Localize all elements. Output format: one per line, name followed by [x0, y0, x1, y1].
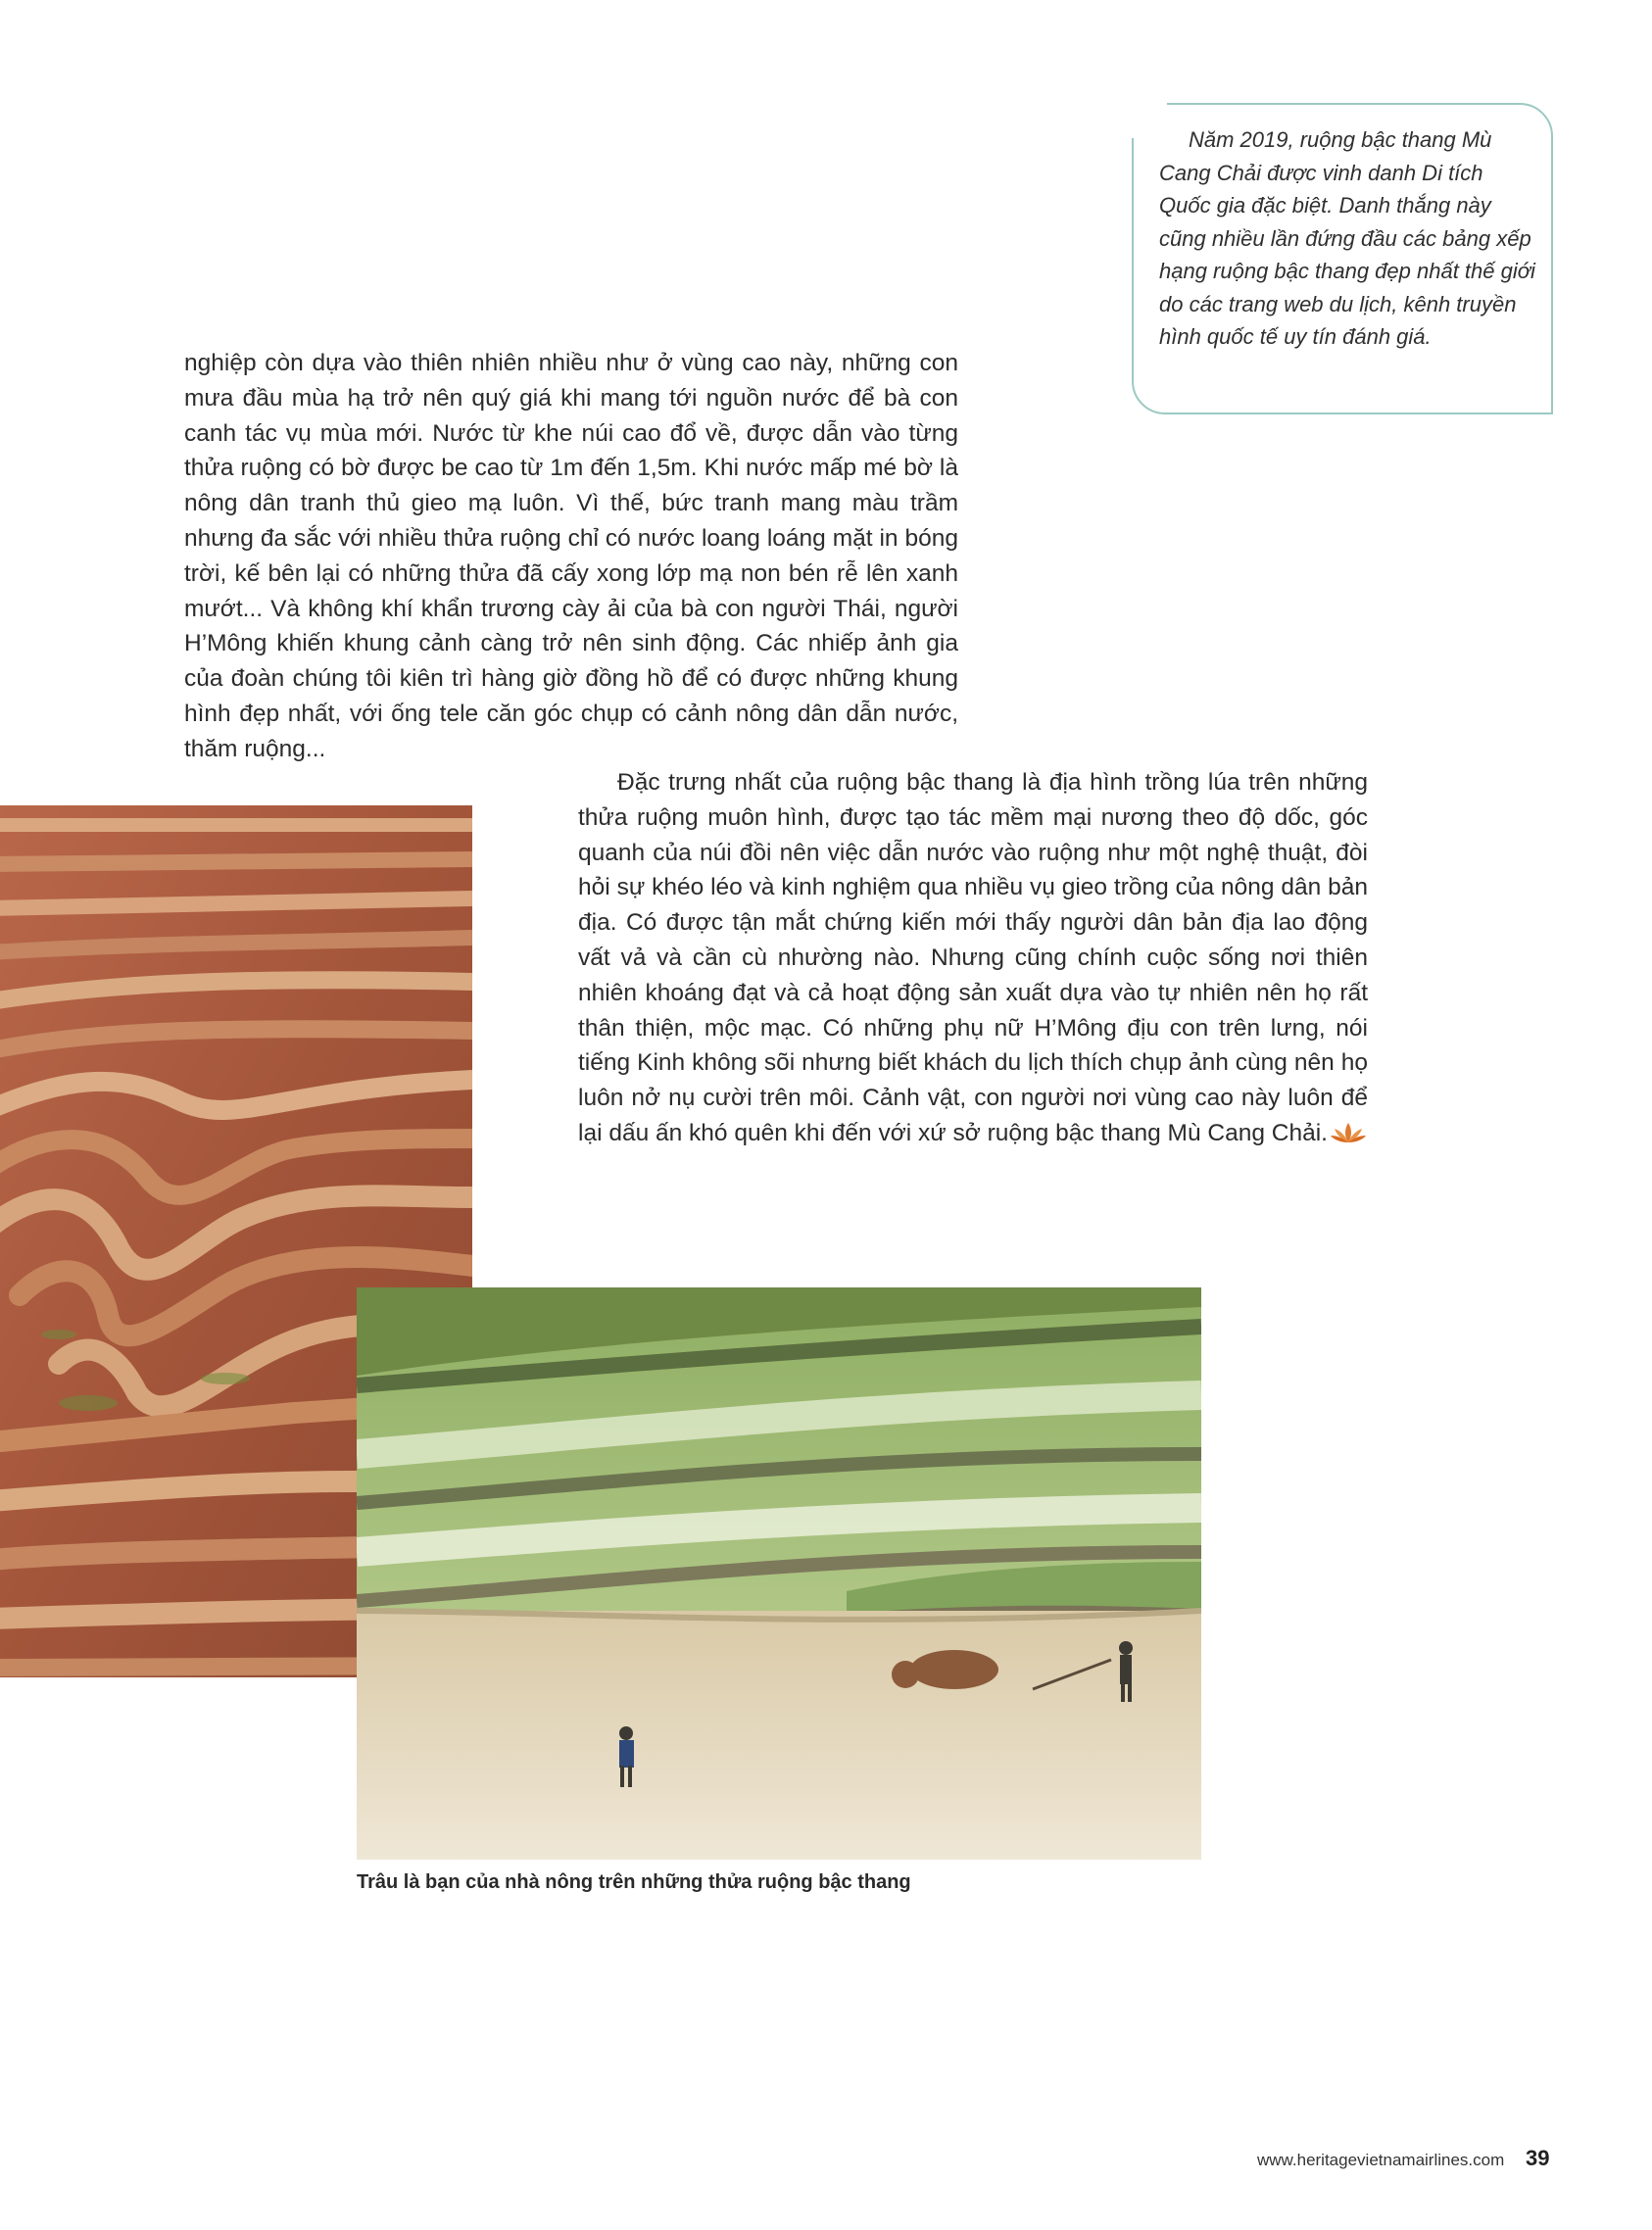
page-number: 39: [1526, 2146, 1550, 2170]
photo-caption: Trâu là bạn của nhà nông trên những thửa ruộng bậc thang: [357, 1871, 911, 1893]
article-paragraph-2-text: Đặc trưng nhất của ruộng bậc thang là địa hình trồng lúa trên những thửa ruộng muôn hình, được tạo tác mềm mại nương theo độ dốc, góc quanh của núi đồi nên việc dẫn nước vào ruộng như một nghệ thuật, đòi hỏi sự khéo léo và kinh nghiệm qua nhiều vụ gieo trồng của nông dân bản địa. Có được tận mắt chứng kiến mới thấy người dân bản địa lao động vất vả và cần cù nhường nào. Nhưng cũng chính cuộc sống nơi thiên nhiên khoáng đạt và cả hoạt động sản xuất dựa vào tự nhiên nên họ rất thân thiện, mộc mạc. Có những phụ nữ H’Mông địu con trên lưng, nói tiếng Kinh không sõi nhưng biết khách du lịch thích chụp ảnh cùng nên họ luôn nở nụ cười trên môi. Cảnh vật, con người nơi vùng cao này luôn để lại dấu ấn khó quên khi đến với xứ sở ruộng bậc thang Mù Cang Chải.: [578, 769, 1368, 1146]
farmers-buffalo-terraces-photo: [357, 1287, 1201, 1860]
article-paragraph-2: [578, 765, 1368, 1151]
sidebar-quote-text: Năm 2019, ruộng bậc thang Mù Cang Chải được vinh danh Di tích Quốc gia đặc biệt. Danh thắng này cũng nhiều lần đứng đầu các bảng xếp hạng ruộng bậc thang đẹp nhất thế giới do các trang web du lịch, kênh truyền hình quốc tế uy tín đánh giá.: [1159, 127, 1535, 349]
lotus-end-mark-icon: [1331, 1121, 1366, 1144]
article-paragraph-1: nghiệp còn dựa vào thiên nhiên nhiều như ở vùng cao này, những con mưa đầu mùa hạ trở nên quý giá khi mang tới nguồn nước để bà con canh tác vụ mùa mới. Nước từ khe núi cao đổ về, được dẫn vào từng thửa ruộng có bờ được be cao từ 1m đến 1,5m. Khi nước mấp mé bờ là nông dân tranh thủ gieo mạ luôn. Vì thế, bức tranh mang màu trầm nhưng đa sắc với nhiều thửa ruộng chỉ có nước loang loáng mặt in bóng trời, kế bên lại có những thửa đã cấy xong lớp mạ non bén rễ lên xanh mướt... Và không khí khẩn trương cày ải của bà con người Thái, người H’Mông khiến khung cảnh càng trở nên sinh động. Các nhiếp ảnh gia của đoàn chúng tôi kiên trì hàng giờ đồng hồ để có được những khung hình đẹp nhất, với ống tele căn góc chụp có cảnh nông dân dẫn nước, thăm ruộng...: [184, 350, 958, 762]
footer-website-url: www.heritagevietnamairlines.com: [1257, 2151, 1505, 2169]
